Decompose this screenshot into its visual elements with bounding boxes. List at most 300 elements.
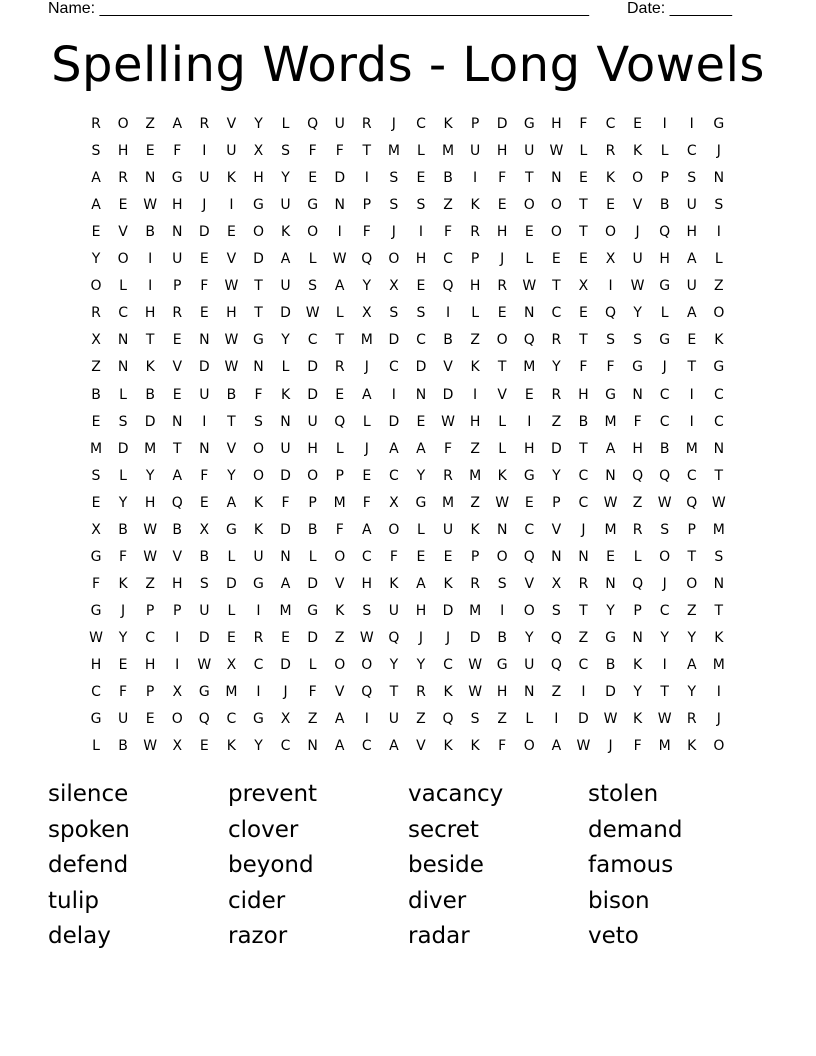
- grid-letter[interactable]: W: [468, 657, 483, 673]
- grid-letter[interactable]: Q: [361, 251, 373, 268]
- grid-letter[interactable]: M: [279, 602, 292, 619]
- grid-letter[interactable]: D: [605, 684, 616, 701]
- grid-letter[interactable]: T: [714, 602, 724, 619]
- grid-letter[interactable]: Y: [524, 629, 534, 646]
- grid-letter[interactable]: E: [91, 224, 101, 241]
- grid-letter[interactable]: U: [686, 197, 697, 214]
- grid-letter[interactable]: F: [498, 738, 507, 755]
- grid-letter[interactable]: V: [118, 224, 128, 241]
- grid-letter[interactable]: K: [253, 521, 264, 538]
- grid-letter[interactable]: G: [605, 629, 616, 646]
- grid-letter[interactable]: U: [280, 197, 291, 214]
- grid-letter[interactable]: G: [713, 116, 725, 132]
- grid-letter[interactable]: Q: [550, 657, 562, 673]
- grid-letter[interactable]: Q: [659, 224, 671, 241]
- grid-letter[interactable]: U: [307, 413, 318, 430]
- date-field-label[interactable]: Date: _______: [627, 0, 732, 17]
- grid-letter[interactable]: W: [711, 494, 726, 511]
- grid-letter[interactable]: R: [199, 116, 210, 132]
- grid-letter[interactable]: N: [117, 332, 129, 349]
- grid-letter[interactable]: W: [603, 711, 618, 728]
- grid-letter[interactable]: I: [554, 711, 559, 728]
- grid-letter[interactable]: F: [362, 494, 371, 511]
- grid-letter[interactable]: L: [660, 305, 669, 322]
- grid-letter[interactable]: N: [117, 359, 129, 376]
- grid-letter[interactable]: K: [253, 494, 264, 511]
- grid-letter[interactable]: O: [252, 440, 264, 457]
- grid-letter[interactable]: B: [443, 332, 453, 349]
- grid-letter[interactable]: T: [254, 278, 263, 295]
- grid-letter[interactable]: U: [199, 386, 210, 403]
- grid-letter[interactable]: E: [443, 548, 453, 565]
- grid-letter[interactable]: Y: [91, 251, 101, 268]
- grid-letter[interactable]: S: [308, 278, 318, 295]
- grid-letter[interactable]: X: [199, 521, 210, 538]
- grid-letter[interactable]: D: [496, 116, 508, 132]
- grid-letter[interactable]: I: [689, 413, 694, 430]
- grid-letter[interactable]: N: [199, 332, 210, 349]
- grid-letter[interactable]: I: [364, 170, 369, 187]
- grid-letter[interactable]: Y: [254, 738, 263, 755]
- grid-letter[interactable]: T: [687, 359, 697, 376]
- grid-letter[interactable]: O: [334, 548, 346, 565]
- grid-letter[interactable]: G: [225, 521, 237, 538]
- grid-letter[interactable]: W: [359, 629, 374, 646]
- grid-letter[interactable]: E: [606, 548, 615, 565]
- grid-letter[interactable]: Y: [227, 467, 236, 484]
- grid-letter[interactable]: W: [143, 197, 158, 214]
- grid-letter[interactable]: C: [578, 494, 589, 511]
- grid-letter[interactable]: R: [416, 684, 426, 701]
- grid-letter[interactable]: J: [662, 359, 667, 376]
- grid-letter[interactable]: O: [523, 602, 535, 619]
- grid-letter[interactable]: J: [391, 224, 396, 241]
- grid-letter[interactable]: E: [579, 251, 588, 268]
- grid-letter[interactable]: N: [551, 548, 562, 565]
- grid-letter[interactable]: E: [416, 278, 426, 295]
- grid-letter[interactable]: O: [686, 575, 698, 592]
- grid-letter[interactable]: Z: [497, 711, 507, 728]
- grid-letter[interactable]: O: [307, 467, 319, 484]
- grid-letter[interactable]: U: [442, 521, 454, 538]
- grid-letter[interactable]: W: [441, 413, 455, 430]
- grid-letter[interactable]: X: [91, 521, 101, 538]
- grid-letter[interactable]: R: [91, 305, 101, 322]
- grid-letter[interactable]: Y: [633, 305, 642, 322]
- grid-letter[interactable]: L: [525, 251, 534, 268]
- grid-letter[interactable]: E: [524, 386, 534, 403]
- grid-letter[interactable]: K: [226, 738, 236, 755]
- grid-letter[interactable]: L: [362, 413, 371, 430]
- grid-letter[interactable]: D: [198, 224, 210, 241]
- grid-letter[interactable]: O: [252, 467, 264, 484]
- grid-letter[interactable]: W: [630, 278, 645, 295]
- grid-letter[interactable]: R: [470, 224, 480, 241]
- grid-letter[interactable]: E: [551, 251, 561, 268]
- grid-letter[interactable]: H: [632, 440, 643, 457]
- grid-letter[interactable]: E: [118, 197, 128, 214]
- grid-letter[interactable]: P: [308, 494, 317, 511]
- grid-letter[interactable]: W: [468, 684, 483, 701]
- grid-letter[interactable]: Q: [307, 116, 319, 132]
- grid-letter[interactable]: K: [145, 359, 155, 376]
- grid-letter[interactable]: A: [686, 305, 697, 322]
- grid-letter[interactable]: K: [605, 170, 616, 187]
- grid-letter[interactable]: W: [603, 494, 618, 511]
- grid-letter[interactable]: C: [578, 657, 589, 673]
- grid-letter[interactable]: E: [416, 413, 426, 430]
- grid-letter[interactable]: D: [198, 359, 210, 376]
- grid-letter[interactable]: X: [172, 684, 183, 701]
- grid-letter[interactable]: S: [633, 332, 643, 349]
- grid-letter[interactable]: O: [605, 224, 617, 241]
- grid-letter[interactable]: D: [280, 521, 291, 538]
- grid-letter[interactable]: N: [415, 386, 427, 403]
- grid-letter[interactable]: K: [470, 521, 480, 538]
- grid-letter[interactable]: E: [226, 629, 236, 646]
- grid-letter[interactable]: V: [443, 359, 453, 376]
- grid-letter[interactable]: B: [307, 521, 318, 538]
- grid-letter[interactable]: Y: [687, 684, 697, 701]
- grid-letter[interactable]: G: [307, 197, 319, 214]
- grid-letter[interactable]: O: [496, 548, 508, 565]
- grid-letter[interactable]: G: [523, 116, 535, 132]
- grid-letter[interactable]: G: [253, 711, 264, 728]
- grid-letter[interactable]: W: [495, 494, 510, 511]
- grid-letter[interactable]: R: [605, 143, 616, 160]
- grid-letter[interactable]: F: [200, 467, 209, 484]
- grid-letter[interactable]: J: [716, 143, 721, 160]
- grid-letter[interactable]: G: [90, 548, 102, 565]
- grid-letter[interactable]: F: [335, 143, 344, 160]
- grid-letter[interactable]: Q: [632, 467, 644, 484]
- grid-letter[interactable]: O: [388, 521, 400, 538]
- grid-letter[interactable]: S: [606, 332, 615, 349]
- grid-letter[interactable]: Y: [416, 657, 426, 673]
- grid-letter[interactable]: N: [280, 548, 291, 565]
- grid-letter[interactable]: Z: [632, 494, 643, 511]
- grid-letter[interactable]: L: [498, 440, 507, 457]
- grid-letter[interactable]: T: [227, 413, 236, 430]
- grid-letter[interactable]: Q: [686, 494, 698, 511]
- grid-letter[interactable]: K: [443, 738, 453, 755]
- grid-letter[interactable]: M: [144, 440, 157, 457]
- grid-letter[interactable]: R: [551, 332, 562, 349]
- grid-letter[interactable]: A: [334, 738, 345, 755]
- grid-letter[interactable]: T: [145, 332, 155, 349]
- grid-letter[interactable]: L: [281, 116, 290, 132]
- grid-letter[interactable]: F: [633, 413, 642, 430]
- grid-letter[interactable]: F: [633, 738, 642, 755]
- grid-letter[interactable]: I: [662, 116, 667, 132]
- grid-letter[interactable]: H: [90, 657, 102, 673]
- grid-letter[interactable]: E: [118, 657, 128, 673]
- grid-letter[interactable]: A: [226, 494, 237, 511]
- grid-letter[interactable]: D: [307, 575, 319, 592]
- grid-letter[interactable]: J: [418, 629, 424, 646]
- grid-letter[interactable]: I: [662, 657, 667, 673]
- grid-letter[interactable]: T: [579, 440, 588, 457]
- grid-letter[interactable]: C: [659, 602, 670, 619]
- grid-letter[interactable]: R: [632, 521, 643, 538]
- grid-letter[interactable]: Q: [334, 413, 346, 430]
- grid-letter[interactable]: D: [415, 359, 427, 376]
- grid-letter[interactable]: H: [469, 413, 481, 430]
- grid-letter[interactable]: S: [714, 197, 724, 214]
- grid-letter[interactable]: K: [118, 575, 128, 592]
- grid-letter[interactable]: V: [172, 359, 183, 376]
- grid-letter[interactable]: G: [523, 467, 535, 484]
- grid-letter[interactable]: B: [443, 170, 453, 187]
- grid-letter[interactable]: Z: [416, 711, 426, 728]
- grid-letter[interactable]: E: [416, 548, 426, 565]
- grid-letter[interactable]: S: [91, 143, 101, 160]
- grid-letter[interactable]: J: [662, 575, 667, 592]
- grid-letter[interactable]: Y: [552, 359, 561, 376]
- grid-letter[interactable]: Y: [687, 629, 697, 646]
- grid-letter[interactable]: U: [334, 116, 345, 132]
- grid-letter[interactable]: P: [335, 467, 344, 484]
- grid-letter[interactable]: J: [500, 251, 505, 268]
- grid-letter[interactable]: K: [280, 386, 291, 403]
- grid-letter[interactable]: L: [417, 143, 425, 160]
- grid-letter[interactable]: Y: [389, 657, 399, 673]
- grid-letter[interactable]: Q: [171, 494, 183, 511]
- grid-letter[interactable]: W: [143, 548, 158, 565]
- grid-letter[interactable]: M: [685, 440, 698, 457]
- grid-letter[interactable]: T: [172, 440, 182, 457]
- grid-letter[interactable]: H: [659, 251, 670, 268]
- grid-letter[interactable]: Z: [686, 602, 697, 619]
- grid-letter[interactable]: C: [416, 116, 426, 132]
- grid-letter[interactable]: F: [335, 521, 344, 538]
- grid-letter[interactable]: E: [579, 305, 588, 322]
- grid-letter[interactable]: B: [118, 738, 128, 755]
- grid-letter[interactable]: D: [307, 359, 319, 376]
- grid-letter[interactable]: L: [714, 251, 723, 268]
- grid-letter[interactable]: A: [551, 738, 562, 755]
- grid-letter[interactable]: W: [143, 521, 158, 538]
- grid-letter[interactable]: N: [524, 305, 535, 322]
- grid-letter[interactable]: I: [256, 602, 261, 619]
- grid-letter[interactable]: V: [416, 738, 426, 755]
- grid-letter[interactable]: P: [633, 602, 642, 619]
- grid-letter[interactable]: Q: [442, 278, 454, 295]
- grid-letter[interactable]: C: [416, 332, 426, 349]
- grid-letter[interactable]: P: [362, 197, 372, 214]
- grid-letter[interactable]: U: [524, 657, 535, 673]
- grid-letter[interactable]: L: [119, 386, 127, 403]
- grid-letter[interactable]: X: [226, 657, 237, 673]
- grid-letter[interactable]: B: [659, 197, 670, 214]
- grid-letter[interactable]: C: [280, 738, 291, 755]
- grid-letter[interactable]: Y: [552, 467, 561, 484]
- grid-letter[interactable]: R: [118, 170, 128, 187]
- grid-letter[interactable]: O: [252, 224, 264, 241]
- grid-letter[interactable]: E: [497, 197, 507, 214]
- grid-letter[interactable]: N: [496, 521, 508, 538]
- grid-letter[interactable]: Q: [523, 332, 535, 349]
- grid-letter[interactable]: A: [362, 521, 372, 538]
- grid-letter[interactable]: H: [361, 575, 373, 592]
- grid-letter[interactable]: G: [171, 170, 183, 187]
- grid-letter[interactable]: F: [254, 386, 263, 403]
- grid-letter[interactable]: D: [253, 251, 264, 268]
- grid-letter[interactable]: C: [443, 657, 453, 673]
- grid-letter[interactable]: S: [687, 170, 697, 187]
- grid-letter[interactable]: C: [605, 116, 616, 132]
- grid-letter[interactable]: F: [498, 170, 507, 187]
- grid-letter[interactable]: H: [578, 386, 589, 403]
- grid-letter[interactable]: F: [173, 143, 182, 160]
- grid-letter[interactable]: X: [172, 738, 183, 755]
- grid-letter[interactable]: C: [659, 386, 670, 403]
- grid-letter[interactable]: M: [387, 143, 400, 160]
- grid-letter[interactable]: A: [334, 278, 345, 295]
- grid-letter[interactable]: N: [713, 170, 725, 187]
- grid-letter[interactable]: E: [199, 738, 209, 755]
- grid-letter[interactable]: K: [497, 467, 507, 484]
- grid-letter[interactable]: S: [389, 170, 399, 187]
- grid-letter[interactable]: O: [307, 224, 319, 241]
- grid-letter[interactable]: O: [550, 197, 562, 214]
- grid-letter[interactable]: L: [92, 738, 100, 755]
- grid-letter[interactable]: R: [578, 575, 589, 592]
- grid-letter[interactable]: M: [333, 494, 346, 511]
- grid-letter[interactable]: P: [470, 251, 480, 268]
- grid-letter[interactable]: T: [254, 305, 263, 322]
- grid-letter[interactable]: J: [635, 224, 640, 241]
- grid-letter[interactable]: V: [334, 684, 345, 701]
- grid-letter[interactable]: D: [388, 332, 400, 349]
- grid-letter[interactable]: I: [716, 224, 721, 241]
- grid-letter[interactable]: C: [361, 738, 372, 755]
- grid-letter[interactable]: R: [91, 116, 101, 132]
- grid-letter[interactable]: K: [443, 116, 453, 132]
- grid-letter[interactable]: F: [579, 116, 588, 132]
- grid-letter[interactable]: X: [389, 494, 399, 511]
- grid-letter[interactable]: R: [253, 629, 264, 646]
- grid-letter[interactable]: G: [659, 332, 671, 349]
- grid-letter[interactable]: Y: [281, 332, 290, 349]
- grid-letter[interactable]: E: [687, 332, 697, 349]
- grid-letter[interactable]: Y: [660, 629, 669, 646]
- grid-letter[interactable]: Z: [551, 413, 562, 430]
- grid-letter[interactable]: O: [659, 548, 671, 565]
- grid-letter[interactable]: B: [145, 386, 155, 403]
- grid-letter[interactable]: G: [90, 602, 102, 619]
- grid-letter[interactable]: G: [253, 197, 264, 214]
- grid-letter[interactable]: S: [254, 413, 263, 430]
- grid-letter[interactable]: E: [362, 467, 372, 484]
- grid-letter[interactable]: H: [171, 197, 183, 214]
- grid-letter[interactable]: O: [713, 738, 725, 755]
- grid-letter[interactable]: T: [579, 332, 588, 349]
- grid-letter[interactable]: L: [281, 359, 290, 376]
- grid-letter[interactable]: G: [415, 494, 427, 511]
- grid-letter[interactable]: S: [470, 711, 480, 728]
- grid-letter[interactable]: D: [198, 629, 210, 646]
- grid-letter[interactable]: T: [497, 359, 507, 376]
- grid-letter[interactable]: H: [144, 305, 156, 322]
- grid-letter[interactable]: E: [199, 305, 209, 322]
- grid-letter[interactable]: E: [606, 197, 615, 214]
- grid-letter[interactable]: K: [470, 738, 480, 755]
- grid-letter[interactable]: N: [144, 170, 156, 187]
- grid-letter[interactable]: R: [686, 711, 697, 728]
- grid-letter[interactable]: A: [172, 116, 183, 132]
- grid-letter[interactable]: I: [689, 116, 694, 132]
- grid-letter[interactable]: O: [496, 332, 508, 349]
- grid-letter[interactable]: M: [658, 738, 671, 755]
- grid-letter[interactable]: E: [145, 143, 155, 160]
- grid-letter[interactable]: J: [445, 629, 451, 646]
- grid-letter[interactable]: C: [443, 251, 453, 268]
- grid-letter[interactable]: R: [443, 467, 453, 484]
- grid-letter[interactable]: T: [552, 278, 561, 295]
- grid-letter[interactable]: J: [364, 359, 369, 376]
- grid-letter[interactable]: H: [171, 575, 183, 592]
- grid-letter[interactable]: B: [578, 413, 589, 430]
- grid-letter[interactable]: U: [469, 143, 481, 160]
- grid-letter[interactable]: S: [497, 575, 507, 592]
- grid-letter[interactable]: S: [714, 548, 724, 565]
- grid-letter[interactable]: M: [712, 657, 725, 673]
- grid-letter[interactable]: S: [389, 305, 399, 322]
- grid-letter[interactable]: L: [579, 143, 588, 160]
- grid-letter[interactable]: E: [172, 332, 182, 349]
- grid-letter[interactable]: F: [119, 548, 128, 565]
- grid-letter[interactable]: L: [417, 521, 425, 538]
- grid-letter[interactable]: Q: [361, 684, 373, 701]
- grid-letter[interactable]: C: [388, 467, 399, 484]
- grid-letter[interactable]: V: [226, 251, 237, 268]
- grid-letter[interactable]: S: [281, 143, 290, 160]
- grid-letter[interactable]: P: [687, 521, 696, 538]
- grid-letter[interactable]: E: [416, 170, 426, 187]
- grid-letter[interactable]: E: [91, 413, 101, 430]
- grid-letter[interactable]: Q: [388, 629, 400, 646]
- grid-letter[interactable]: I: [148, 251, 153, 268]
- grid-letter[interactable]: K: [335, 602, 345, 619]
- grid-letter[interactable]: E: [524, 224, 534, 241]
- grid-letter[interactable]: K: [633, 657, 643, 673]
- grid-letter[interactable]: W: [197, 657, 212, 673]
- grid-letter[interactable]: O: [117, 116, 129, 132]
- grid-letter[interactable]: B: [172, 521, 183, 538]
- grid-letter[interactable]: I: [445, 305, 451, 322]
- grid-letter[interactable]: Z: [470, 332, 480, 349]
- grid-letter[interactable]: Z: [551, 684, 562, 701]
- grid-letter[interactable]: U: [253, 548, 264, 565]
- grid-letter[interactable]: E: [199, 251, 209, 268]
- grid-letter[interactable]: L: [119, 467, 127, 484]
- grid-letter[interactable]: F: [444, 224, 453, 241]
- grid-letter[interactable]: D: [442, 386, 454, 403]
- grid-letter[interactable]: C: [686, 467, 697, 484]
- grid-letter[interactable]: Q: [659, 467, 671, 484]
- grid-letter[interactable]: E: [145, 711, 155, 728]
- grid-letter[interactable]: K: [470, 197, 480, 214]
- grid-letter[interactable]: J: [202, 197, 207, 214]
- grid-letter[interactable]: D: [144, 413, 156, 430]
- grid-letter[interactable]: Q: [523, 548, 535, 565]
- grid-letter[interactable]: U: [686, 278, 697, 295]
- grid-letter[interactable]: E: [308, 170, 318, 187]
- grid-letter[interactable]: H: [496, 684, 508, 701]
- grid-letter[interactable]: S: [362, 602, 372, 619]
- grid-letter[interactable]: A: [389, 440, 399, 457]
